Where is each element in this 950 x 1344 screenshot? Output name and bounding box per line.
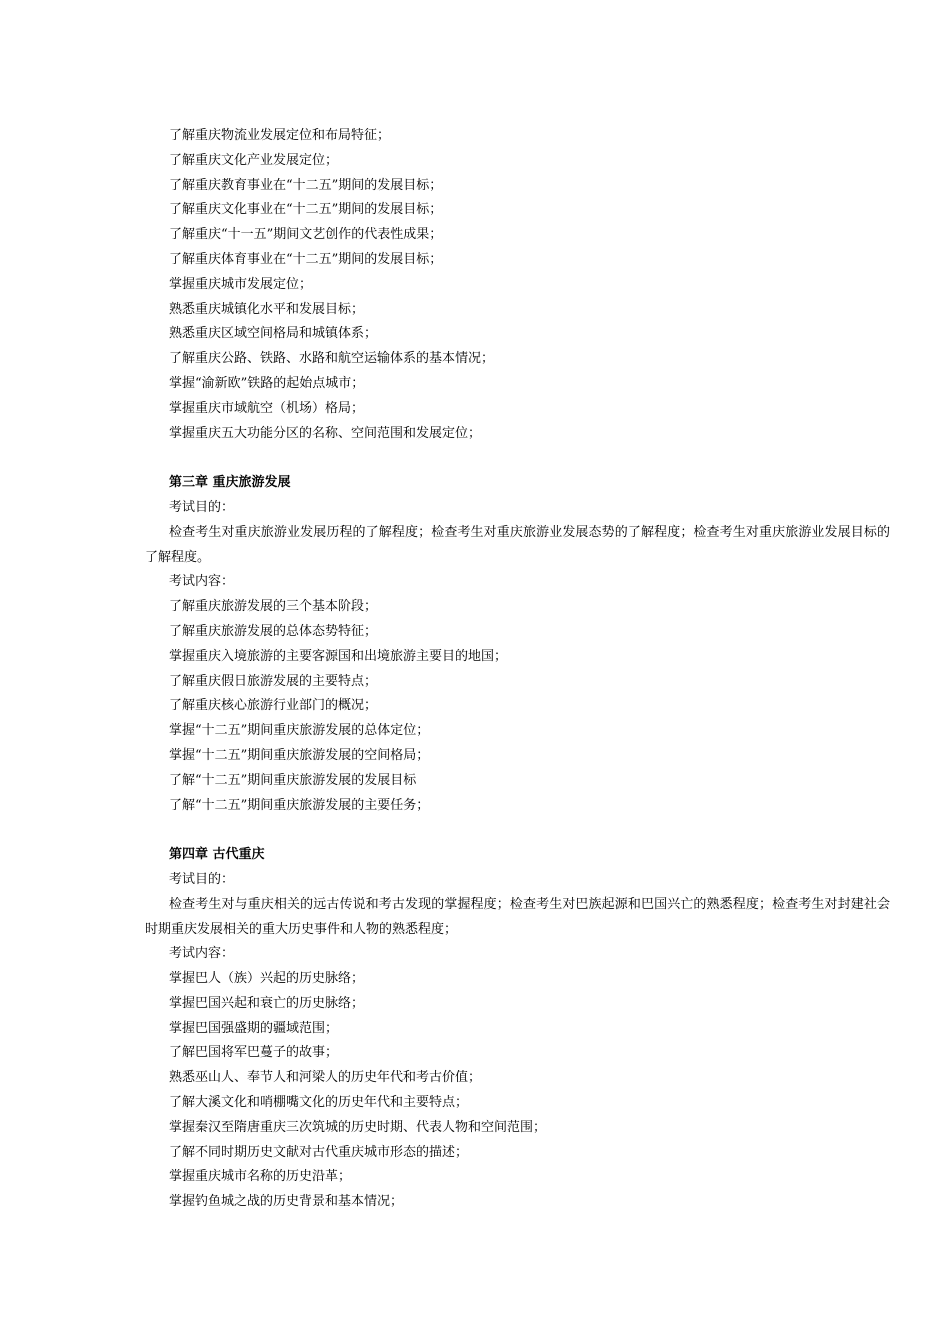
chapter4-purpose-label: 考试目的： — [169, 871, 235, 887]
document-body — [145, 124, 890, 1215]
list-item: 了解重庆文化产业发展定位； — [169, 152, 339, 168]
chapter3-purpose-label: 考试目的： — [169, 499, 235, 515]
chapter4-title: 第四章 古代重庆 — [169, 847, 265, 863]
list-item: 了解重庆文化事业在“十二五”期间的发展目标； — [169, 202, 443, 218]
list-item: 了解重庆核心旅游行业部门的概况； — [169, 698, 378, 714]
list-item: 了解重庆教育事业在“十二五”期间的发展目标； — [169, 177, 443, 193]
list-item: 了解大溪文化和哨棚嘴文化的历史年代和主要特点； — [169, 1095, 469, 1111]
list-item: 掌握重庆市域航空（机场）格局； — [169, 400, 365, 416]
list-item: 掌握重庆城市名称的历史沿革； — [169, 1169, 352, 1185]
list-item: 掌握巴国兴起和衰亡的历史脉络； — [169, 995, 365, 1011]
list-item: 了解重庆公路、铁路、水路和航空运输体系的基本情况； — [169, 351, 495, 367]
section-gap — [145, 446, 890, 471]
chapter4-purpose-text: 检查考生对与重庆相关的远古传说和考古发现的掌握程度；检查考生对巴族起源和巴国兴亡的熟悉程度；检查考生对封建社会时期重庆发展相关的重大历史事件和人物的熟悉程度； — [145, 896, 890, 937]
list-item: 了解重庆旅游发展的三个基本阶段； — [169, 599, 378, 615]
list-item: 掌握钓鱼城之战的历史背景和基本情况； — [169, 1194, 404, 1210]
list-item: 了解重庆旅游发展的总体态势特征； — [169, 623, 378, 639]
chapter4-content-label: 考试内容： — [169, 946, 235, 962]
list-item: 掌握“十二五”期间重庆旅游发展的总体定位； — [169, 723, 430, 739]
list-item: 熟悉重庆区域空间格局和城镇体系； — [169, 326, 378, 342]
list-item: 了解“十二五”期间重庆旅游发展的发展目标 — [169, 772, 417, 788]
list-item: 掌握“十二五”期间重庆旅游发展的空间格局； — [169, 747, 430, 763]
chapter3-content-label: 考试内容： — [169, 574, 235, 590]
list-item: 了解不同时期历史文献对古代重庆城市形态的描述； — [169, 1144, 469, 1160]
list-item: 掌握巴国强盛期的疆域范围； — [169, 1020, 339, 1036]
section2-list — [145, 124, 890, 446]
list-item: 了解重庆物流业发展定位和布局特征； — [169, 128, 391, 143]
list-item: 了解巴国将军巴蔓子的故事； — [169, 1045, 339, 1061]
chapter3-purpose-text: 检查考生对重庆旅游业发展历程的了解程度；检查考生对重庆旅游业发展态势的了解程度；检查考生对重庆旅游业发展目标的了解程度。 — [145, 524, 890, 565]
section-gap — [145, 818, 890, 843]
list-item: 掌握秦汉至隋唐重庆三次筑城的历史时期、代表人物和空间范围； — [169, 1119, 547, 1135]
list-item: 了解重庆体育事业在“十二五”期间的发展目标； — [169, 251, 443, 267]
list-item: 熟悉重庆城镇化水平和发展目标； — [169, 301, 365, 317]
list-item: 掌握重庆入境旅游的主要客源国和出境旅游主要目的地国； — [169, 648, 508, 664]
list-item: 掌握重庆五大功能分区的名称、空间范围和发展定位； — [169, 425, 482, 441]
list-item: 了解重庆假日旅游发展的主要特点； — [169, 673, 378, 689]
list-item: 了解“十二五”期间重庆旅游发展的主要任务； — [169, 797, 430, 813]
list-item: 熟悉巫山人、奉节人和河梁人的历史年代和考古价值； — [169, 1070, 482, 1086]
list-item: 掌握“渝新欧”铁路的起始点城市； — [169, 375, 365, 391]
chapter4-section — [145, 843, 890, 1215]
list-item: 掌握重庆城市发展定位； — [169, 276, 313, 292]
chapter3-title: 第三章 重庆旅游发展 — [169, 475, 291, 491]
chapter3-section — [145, 471, 890, 818]
list-item: 掌握巴人（族）兴起的历史脉络； — [169, 971, 365, 987]
list-item: 了解重庆“十一五”期间文艺创作的代表性成果； — [169, 227, 443, 243]
